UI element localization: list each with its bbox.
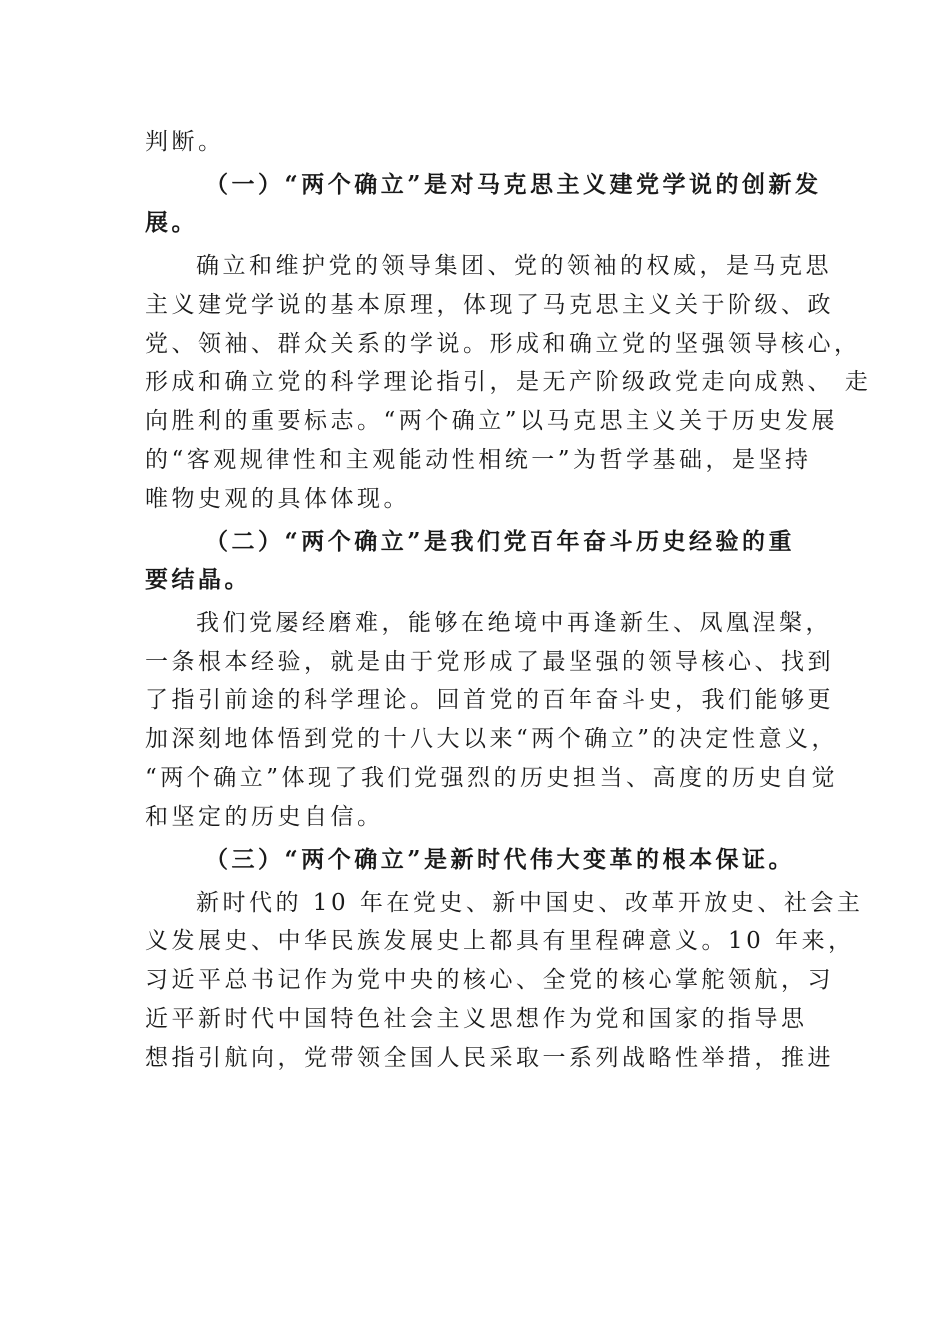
paragraph-line: 了指引前途的科学理论。回首党的百年奋斗史，我们能够更 bbox=[145, 687, 834, 713]
paragraph-line: 习近平总书记作为党中央的核心、全党的核心掌舵领航，习 bbox=[145, 967, 834, 993]
paragraph-line: 近平新时代中国特色社会主义思想作为党和国家的指导思 bbox=[145, 1006, 808, 1032]
paragraph-line: 确立和维护党的领导集团、党的领袖的权威，是马克思 bbox=[196, 253, 832, 279]
section-heading-1: （一）“两个确立”是对马克思主义建党学说的创新发 bbox=[205, 171, 822, 198]
section-heading-2: （二）“两个确立”是我们党百年奋斗历史经验的重 bbox=[205, 528, 795, 555]
section-heading-3: （三）“两个确立”是新时代伟大变革的根本保证。 bbox=[205, 846, 795, 873]
paragraph-line: 唯物史观的具体体现。 bbox=[145, 486, 410, 512]
paragraph-line: 想指引航向，党带领全国人民采取一系列战略性举措，推进 bbox=[145, 1045, 834, 1071]
paragraph-line: 主义建党学说的基本原理，体现了马克思主义关于阶级、政 bbox=[145, 292, 834, 318]
paragraph-line: 我们党屡经磨难，能够在绝境中再逢新生、凤凰涅槃， bbox=[196, 610, 832, 636]
section-heading-1-cont: 展。 bbox=[145, 209, 198, 236]
paragraph-line: 新时代的 10 年在党史、新中国史、改革开放史、社会主 bbox=[196, 890, 864, 916]
paragraph-line: 义发展史、中华民族发展史上都具有里程碑意义。10 年来， bbox=[145, 928, 855, 954]
paragraph-line: 判断。 bbox=[145, 129, 225, 155]
paragraph-line: 一条根本经验，就是由于党形成了最坚强的领导核心、找到 bbox=[145, 649, 834, 675]
section-heading-2-cont: 要结晶。 bbox=[145, 566, 251, 593]
paragraph-line: 党、领袖、群众关系的学说。形成和确立党的坚强领导核心， bbox=[145, 331, 861, 357]
paragraph-line: 形成和确立党的科学理论指引，是无产阶级政党走向成熟、 走 bbox=[145, 369, 872, 395]
paragraph-line: 加深刻地体悟到党的十八大以来“两个确立”的决定性意义， bbox=[145, 726, 839, 752]
paragraph-line: 向胜利的重要标志。“两个确立”以马克思主义关于历史发展 bbox=[145, 408, 839, 434]
paragraph-line: 和坚定的历史自信。 bbox=[145, 804, 384, 830]
paragraph-line: “两个确立”体现了我们党强烈的历史担当、高度的历史自觉 bbox=[145, 765, 839, 791]
paragraph-line: 的“客观规律性和主观能动性相统一”为哲学基础，是坚持 bbox=[145, 447, 812, 473]
